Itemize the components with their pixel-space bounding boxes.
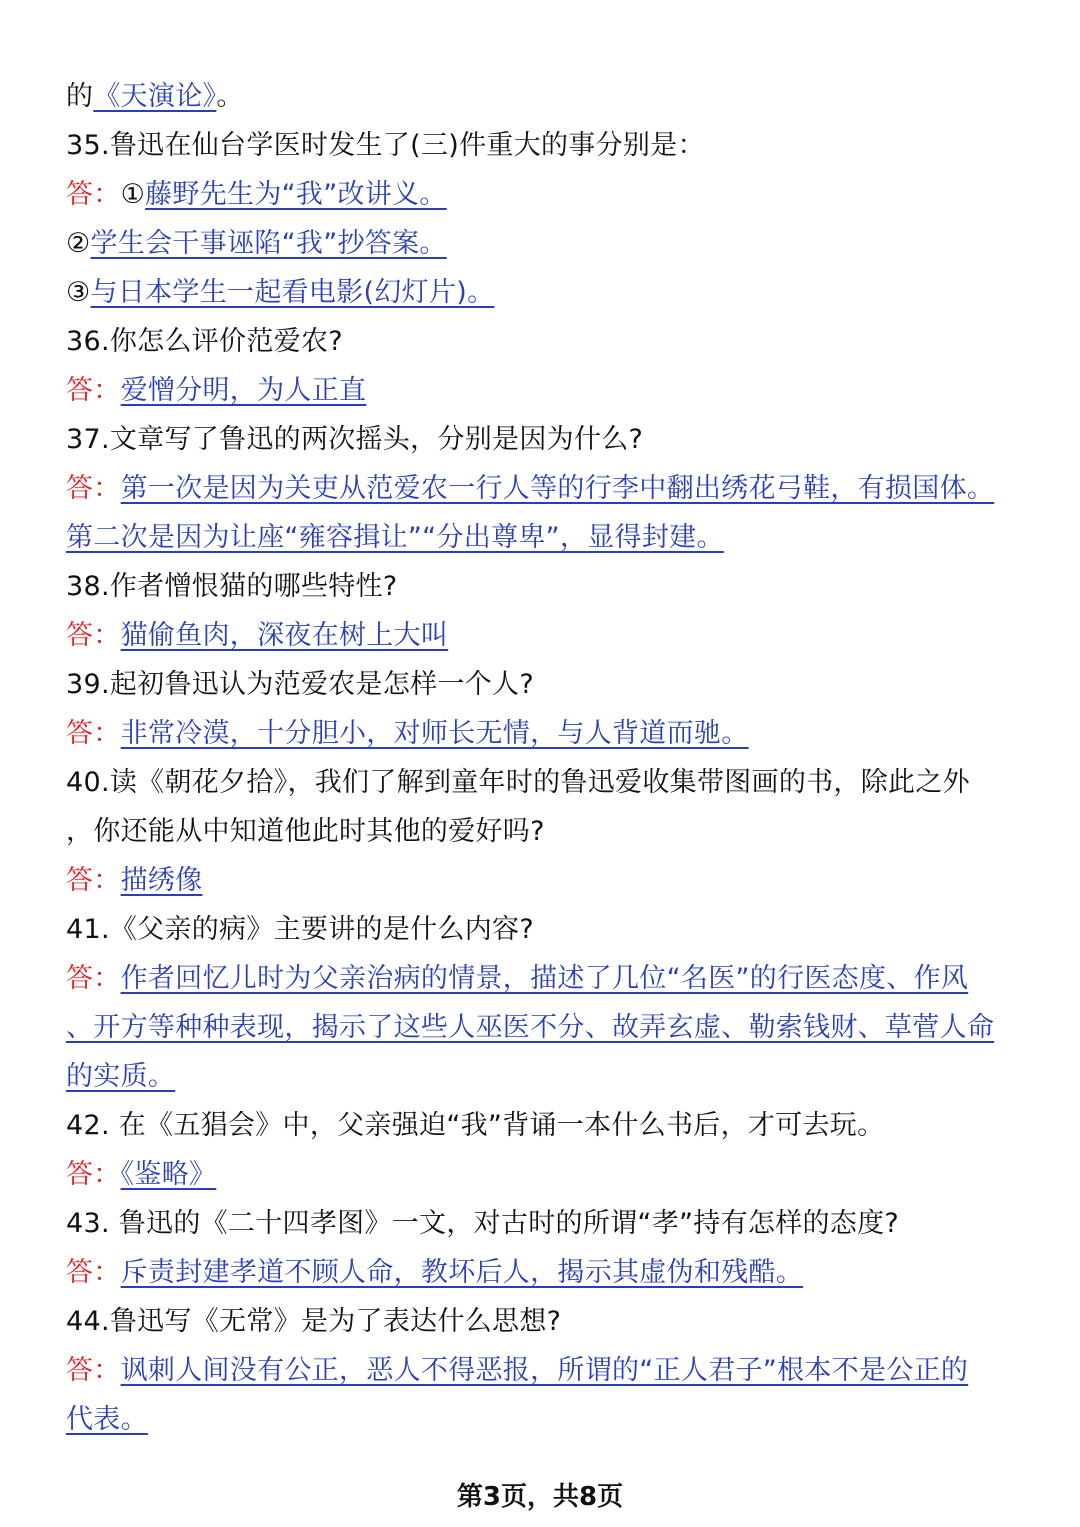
question-text: 38.作者憎恨猫的哪些特性? bbox=[66, 571, 398, 602]
page-number-footer: 第3页，共8页 bbox=[456, 1482, 624, 1512]
text-line-1 bbox=[66, 72, 1006, 121]
answer-38 bbox=[66, 611, 1006, 660]
question-40-line-2 bbox=[66, 807, 1006, 856]
answer-label: 答： bbox=[66, 718, 121, 749]
answer-text: 的实质。 bbox=[66, 1061, 176, 1092]
question-44 bbox=[66, 1297, 1006, 1346]
answer-text: 斥责封建孝道不顾人命，教坏后人，揭示其虚伪和残酷。 bbox=[120, 1257, 804, 1288]
question-text: 39.起初鲁迅认为范爱农是怎样一个人? bbox=[66, 669, 534, 700]
answer-label: 答： bbox=[66, 1355, 121, 1386]
answer-text: 藤野先生为“我”改讲义。 bbox=[145, 179, 447, 210]
answer-35-3 bbox=[66, 268, 1006, 317]
answer-label: 答： bbox=[66, 620, 121, 651]
answer-text: 猫偷鱼肉，深夜在树上大叫 bbox=[120, 620, 449, 651]
answer-label: 答： bbox=[66, 473, 121, 504]
answer-35-2 bbox=[66, 219, 1006, 268]
question-40-line-1 bbox=[66, 758, 1006, 807]
answer-text: 爱憎分明，为人正直 bbox=[120, 375, 367, 406]
question-text: 40.读《朝花夕拾》，我们了解到童年时的鲁迅爱收集带图画的书，除此之外 bbox=[66, 767, 970, 798]
answer-label: 答： bbox=[66, 1257, 121, 1288]
question-text: ，你还能从中知道他此时其他的爱好吗? bbox=[66, 816, 545, 847]
list-marker: ③ bbox=[66, 277, 91, 308]
question-35 bbox=[66, 121, 1006, 170]
answer-text: 非常冷漠，十分胆小，对师长无情，与人背道而驰。 bbox=[120, 718, 749, 749]
question-39 bbox=[66, 660, 1006, 709]
answer-label: 答： bbox=[66, 865, 121, 896]
answer-36 bbox=[66, 366, 1006, 415]
answer-37-line-2 bbox=[66, 513, 1006, 562]
answer-text: 第一次是因为关吏从范爱农一行人等的行李中翻出绣花弓鞋，有损国体。 bbox=[120, 473, 995, 504]
answer-text: 《鉴略》 bbox=[120, 1159, 217, 1190]
question-text: 44.鲁迅写《无常》是为了表达什么思想? bbox=[66, 1306, 562, 1337]
answer-text: 讽刺人间没有公正，恶人不得恶报，所谓的“正人君子”根本不是公正的 bbox=[120, 1355, 969, 1386]
question-text: 42. 在《五猖会》中，父亲强迫“我”背诵一本什么书后，才可去玩。 bbox=[66, 1110, 885, 1141]
question-text: 的 bbox=[66, 81, 94, 112]
question-38 bbox=[66, 562, 1006, 611]
answer-35-1 bbox=[66, 170, 1006, 219]
question-36 bbox=[66, 317, 1006, 366]
answer-label: 答： bbox=[66, 375, 121, 406]
answer-text: 学生会干事诬陷“我”抄答案。 bbox=[90, 228, 447, 259]
answer-43 bbox=[66, 1248, 1006, 1297]
answer-label: 答： bbox=[66, 963, 121, 994]
document-body bbox=[66, 72, 1006, 1444]
list-marker: ② bbox=[66, 228, 91, 259]
answer-label: 答： bbox=[66, 179, 121, 210]
answer-39 bbox=[66, 709, 1006, 758]
answer-37-line-1 bbox=[66, 464, 1006, 513]
question-text: 37.文章写了鲁迅的两次摇头，分别是因为什么? bbox=[66, 424, 644, 455]
answer-text: 描绣像 bbox=[120, 865, 203, 896]
question-text: 36.你怎么评价范爱农? bbox=[66, 326, 343, 357]
answer-text: 作者回忆儿时为父亲治病的情景，描述了几位“名医”的行医态度、作风 bbox=[120, 963, 969, 994]
answer-text: 与日本学生一起看电影(幻灯片)。 bbox=[90, 277, 495, 308]
answer-text: 、开方等种种表现，揭示了这些人巫医不分、故弄玄虚、勒索钱财、草菅人命 bbox=[66, 1012, 995, 1043]
trailing-punctuation: 。 bbox=[216, 81, 244, 112]
question-text: 43. 鲁迅的《二十四孝图》一文，对古时的所谓“孝”持有怎样的态度? bbox=[66, 1208, 900, 1239]
answer-44-line-2 bbox=[66, 1395, 1006, 1444]
question-text: 41.《父亲的病》主要讲的是什么内容? bbox=[66, 914, 534, 945]
answer-text: 第二次是因为让座“雍容揖让”“分出尊卑”，显得封建。 bbox=[66, 522, 724, 553]
answer-text: 代表。 bbox=[66, 1404, 148, 1435]
answer-41-line-2 bbox=[66, 1003, 1006, 1052]
answer-41-line-1 bbox=[66, 954, 1006, 1003]
question-43 bbox=[66, 1199, 1006, 1248]
answer-label: 答： bbox=[66, 1159, 121, 1190]
answer-text: 《天演论》 bbox=[93, 81, 217, 112]
answer-44-line-1 bbox=[66, 1346, 1006, 1395]
list-marker: ① bbox=[120, 179, 146, 210]
question-41 bbox=[66, 905, 1006, 954]
answer-41-line-3 bbox=[66, 1052, 1006, 1101]
question-text: 35.鲁迅在仙台学医时发生了(三)件重大的事分别是： bbox=[66, 130, 705, 161]
answer-42 bbox=[66, 1150, 1006, 1199]
question-37 bbox=[66, 415, 1006, 464]
answer-40 bbox=[66, 856, 1006, 905]
question-42 bbox=[66, 1101, 1006, 1150]
